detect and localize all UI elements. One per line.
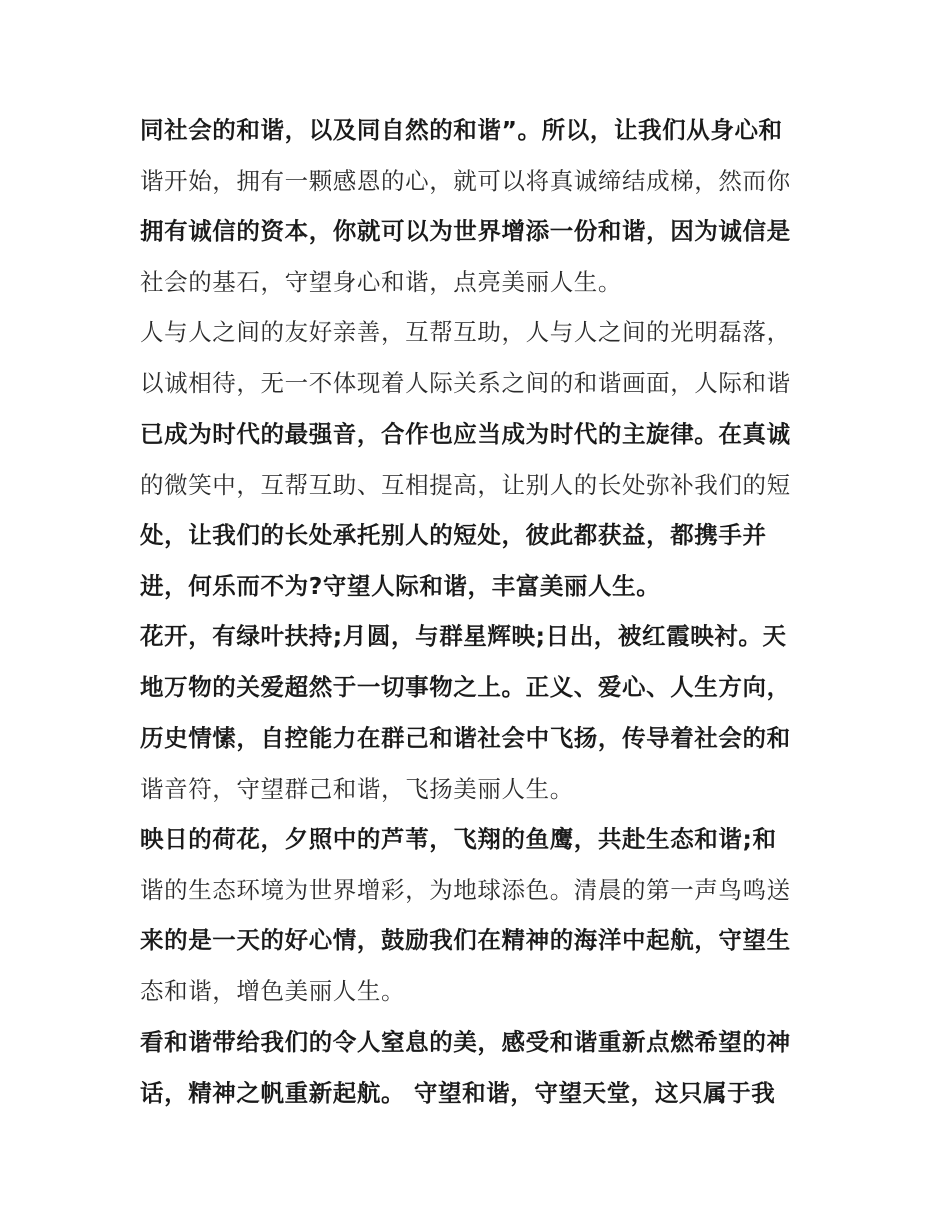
text-line: 社会的基石，守望身心和谐，点亮美丽人生。 xyxy=(140,268,622,296)
text-line: 人与人之间的友好亲善，互帮互助，人与人之间的光明磊落， xyxy=(140,318,791,346)
text-line: 地万物的关爱超然于一切事物之上。正义、爱心、人生方向， xyxy=(140,673,791,701)
text-line: 拥有诚信的资本，你就可以为世界增添一份和谐，因为诚信是 xyxy=(140,217,791,245)
text-line: 的微笑中，互帮互助、互相提高，让别人的长处弥补我们的短 xyxy=(140,471,791,499)
text-line: 谐音符，守望群己和谐，飞扬美丽人生。 xyxy=(140,775,574,803)
text-line: 来的是一天的好心情，鼓励我们在精神的海洋中起航，守望生 xyxy=(140,926,791,954)
text-line: 同社会的和谐，以及同自然的和谐”。所以，让我们从身心和 xyxy=(140,116,783,144)
text-line: 进，何乐而不为?守望人际和谐，丰富美丽人生。 xyxy=(140,572,661,600)
text-line: 已成为时代的最强音，合作也应当成为时代的主旋律。在真诚 xyxy=(140,420,791,448)
text-line: 处，让我们的长处承托别人的短处，彼此都获益，都携手并 xyxy=(140,521,767,549)
text-line: 态和谐，增色美丽人生。 xyxy=(140,977,406,1005)
text-line: 映日的荷花，夕照中的芦苇，飞翔的鱼鹰，共赴生态和谐;和 xyxy=(140,825,777,853)
text-line: 谐的生态环境为世界增彩，为地球添色。清晨的第一声鸟鸣送 xyxy=(140,876,791,904)
text-line: 以诚相待，无一不体现着人际关系之间的和谐画面，人际和谐 xyxy=(140,369,791,397)
text-line: 花开，有绿叶扶持;月圆，与群星辉映;日出，被红霞映衬。天 xyxy=(140,622,787,650)
text-line: 历史情愫，自控能力在群己和谐社会中飞扬，传导着社会的和 xyxy=(140,724,791,752)
text-line: 看和谐带给我们的令人窒息的美，感受和谐重新点燃希望的神 xyxy=(140,1028,791,1056)
text-line: 谐开始，拥有一颗感恩的心，就可以将真诚缔结成梯，然而你 xyxy=(140,167,791,195)
text-line: 话，精神之帆重新起航。 守望和谐，守望天堂，这只属于我 xyxy=(140,1079,776,1107)
